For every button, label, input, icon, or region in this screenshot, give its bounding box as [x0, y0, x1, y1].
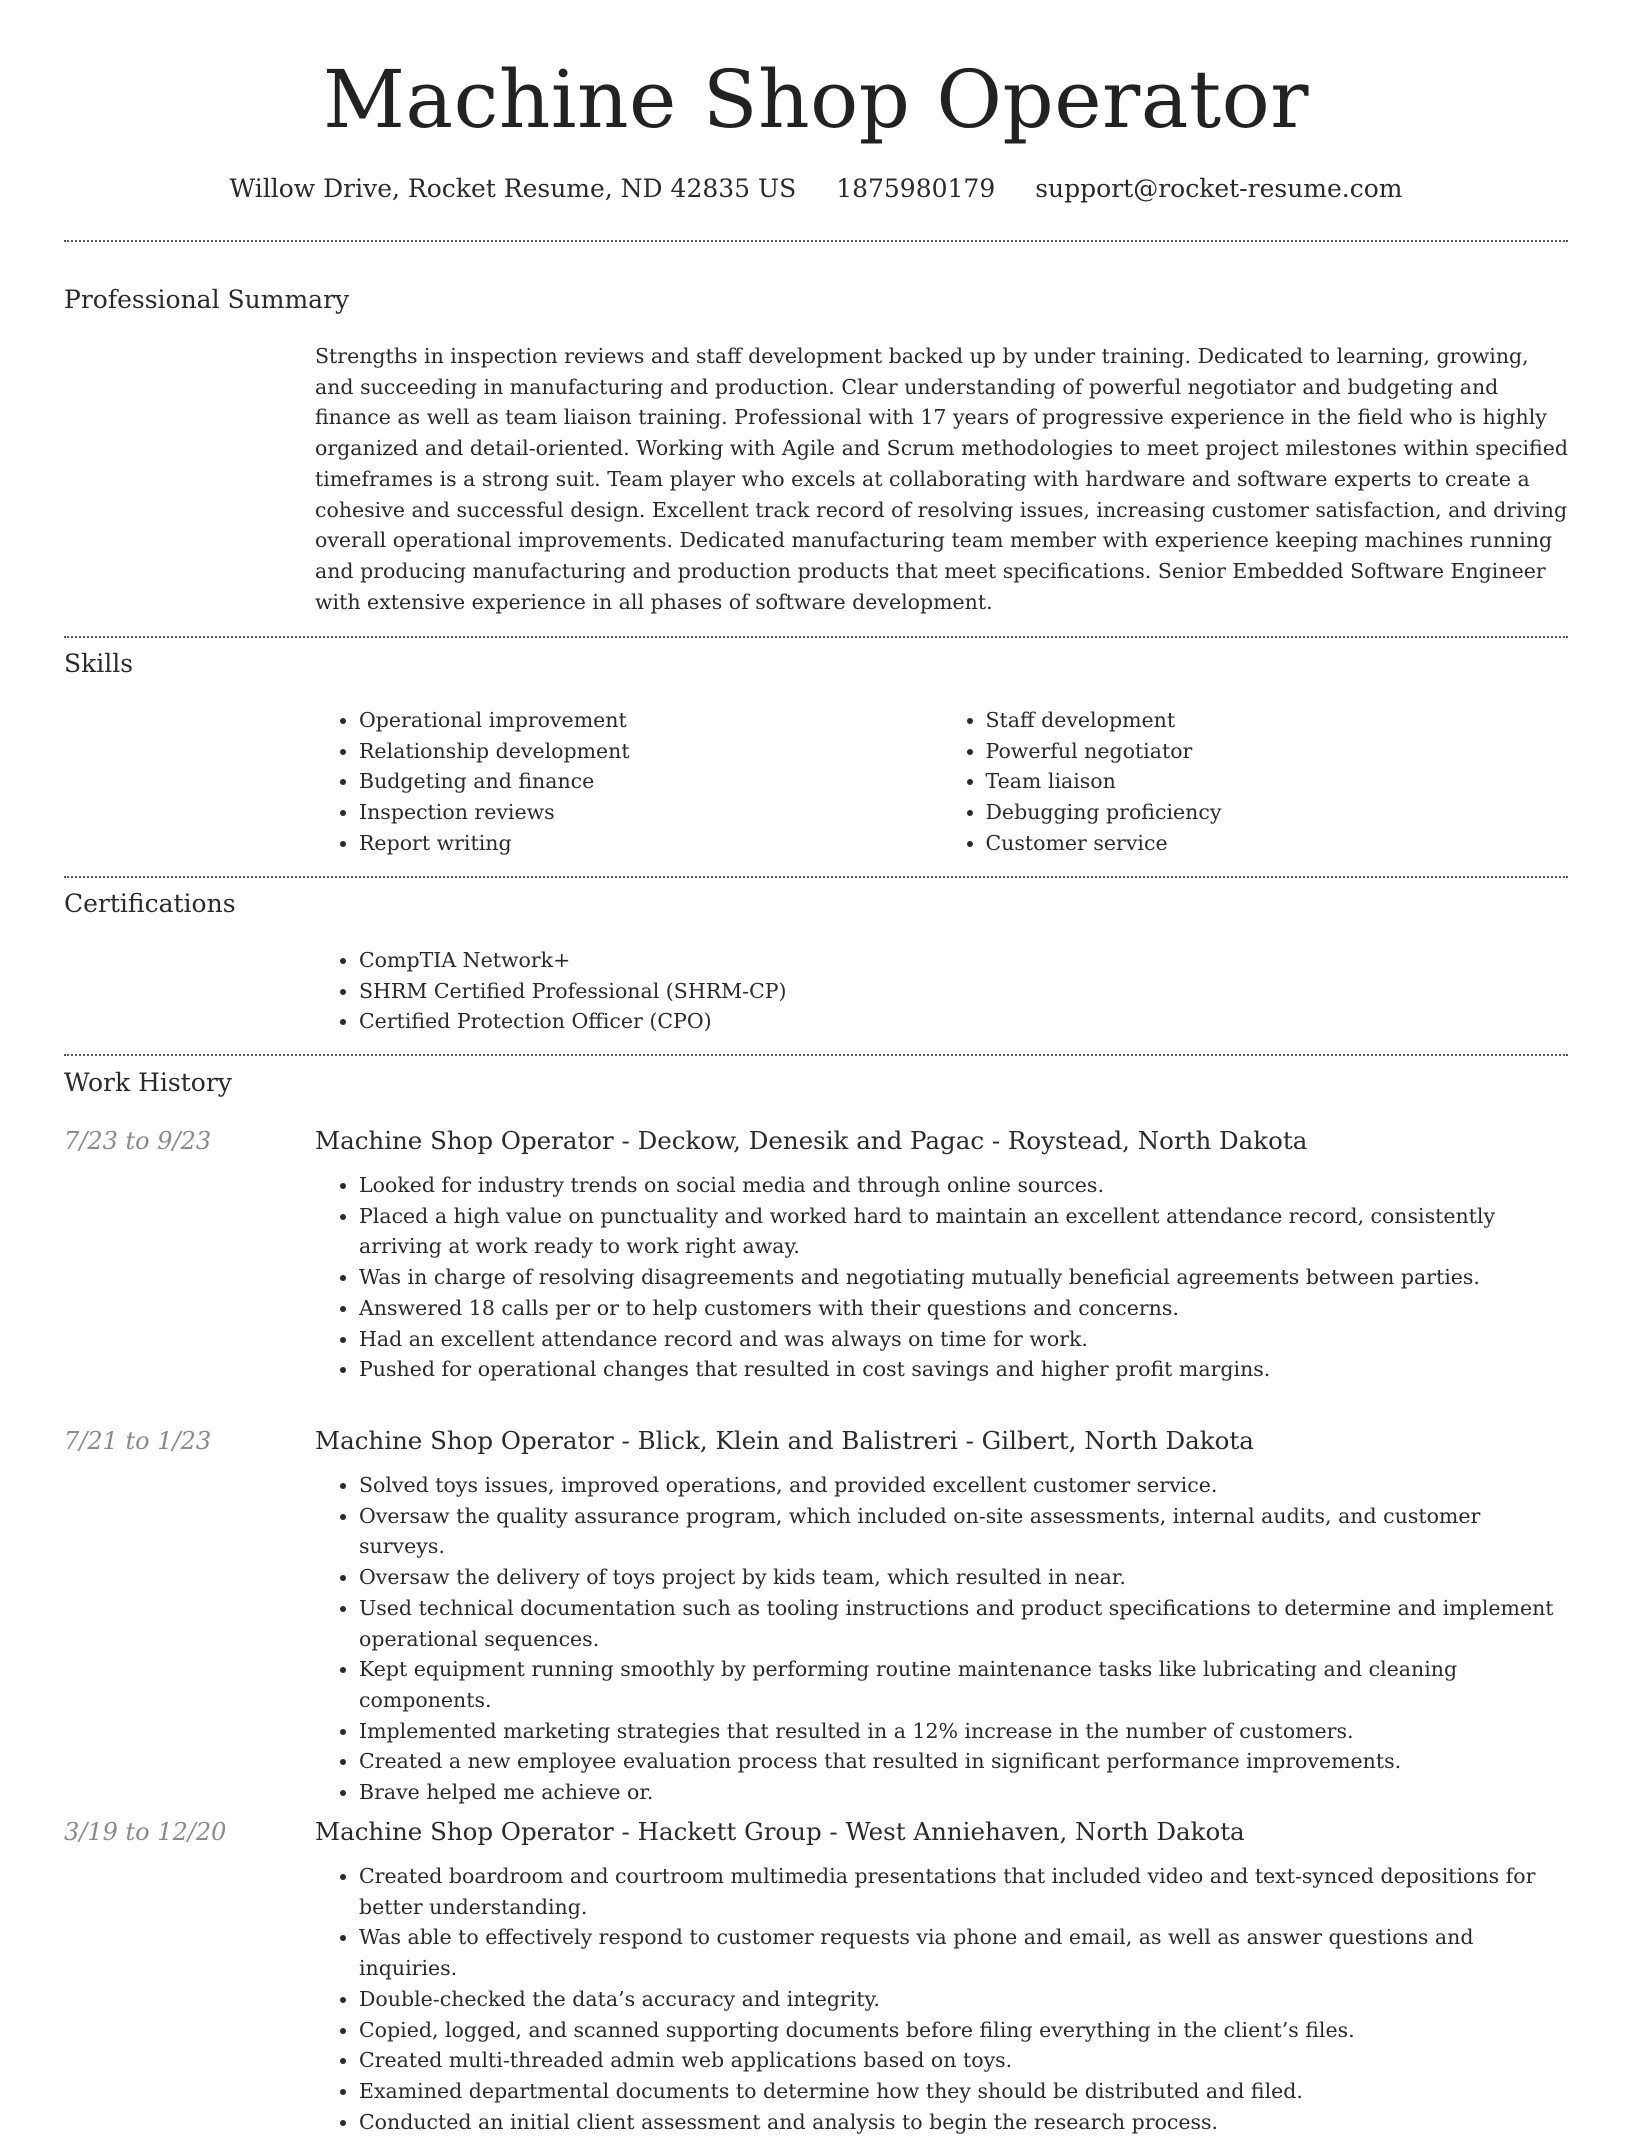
- skill-item: • Team liaison: [986, 766, 1569, 797]
- job-bullet: • Used technical documentation such as tooling instructions and product specifications to determine and implement operational sequences.: [359, 1593, 1568, 1654]
- job-bullet: • Created multi-threaded admin web applications based on toys.: [359, 2045, 1568, 2076]
- skills-divider: [64, 876, 1568, 878]
- contact-phone: 1875980179: [836, 174, 996, 203]
- job-bullets: [315, 1170, 1568, 1385]
- job-bullet: • Pushed for operational changes that resulted in cost savings and higher profit margins.: [359, 1354, 1568, 1385]
- certification-item: • Certified Protection Officer (CPO): [359, 1006, 1568, 1037]
- job-bullet: • Answered 18 calls per or to help customers with their questions and concerns.: [359, 1293, 1568, 1324]
- certification-item: • SHRM Certified Professional (SHRM-CP): [359, 976, 1568, 1007]
- skill-item: • Budgeting and finance: [359, 766, 942, 797]
- job-entry: [315, 1424, 1568, 1808]
- skill-item: • Powerful negotiator: [986, 736, 1569, 767]
- skills-grid: [315, 705, 1568, 859]
- skill-item: • Report writing: [359, 828, 942, 859]
- work-history-heading: Work History: [64, 1068, 232, 1097]
- certifications-divider: [64, 1054, 1568, 1056]
- job-bullet: • Had an excellent attendance record and was always on time for work.: [359, 1324, 1568, 1355]
- job-bullet: • Oversaw the quality assurance program, which included on-site assessments, internal audits, and customer surveys.: [359, 1501, 1568, 1562]
- job-bullets: [315, 1861, 1568, 2137]
- job-bullets: [315, 1470, 1568, 1808]
- summary-heading: Professional Summary: [64, 285, 350, 314]
- job-bullet: • Oversaw the delivery of toys project by kids team, which resulted in near.: [359, 1562, 1568, 1593]
- job-bullet: • Solved toys issues, improved operations, and provided excellent customer service.: [359, 1470, 1568, 1501]
- header-divider: [64, 240, 1568, 242]
- skill-item: • Operational improvement: [359, 705, 942, 736]
- job-bullet: • Was able to effectively respond to customer requests via phone and email, as well as answer questions and inquiries.: [359, 1922, 1568, 1983]
- job-bullet: • Was in charge of resolving disagreements and negotiating mutually beneficial agreements between parties.: [359, 1262, 1568, 1293]
- skill-item: • Relationship development: [359, 736, 942, 767]
- job-bullet: • Brave helped me achieve or.: [359, 1777, 1568, 1808]
- summary-section: [315, 341, 1568, 617]
- job-bullet: • Kept equipment running smoothly by performing routine maintenance tasks like lubricating and cleaning components.: [359, 1654, 1568, 1715]
- resume-title: Machine Shop Operator: [322, 53, 1310, 146]
- skills-list-right: [942, 705, 1569, 859]
- certification-item: • CompTIA Network+: [359, 945, 1568, 976]
- job-title: Machine Shop Operator - Hackett Group - West Anniehaven, North Dakota: [315, 1817, 1245, 1846]
- skills-section: [315, 705, 1568, 859]
- job-dates: 3/19 to 12/20: [64, 1818, 227, 1846]
- job-bullet: • Created a new employee evaluation process that resulted in significant performance improvements.: [359, 1746, 1568, 1777]
- job-bullet: • Copied, logged, and scanned supporting documents before filing everything in the client’s files.: [359, 2015, 1568, 2046]
- skills-list-left: [315, 705, 942, 859]
- skill-item: • Debugging proficiency: [986, 797, 1569, 828]
- job-dates: 7/21 to 1/23: [64, 1427, 212, 1455]
- job-title: Machine Shop Operator - Blick, Klein and Balistreri - Gilbert, North Dakota: [315, 1426, 1254, 1455]
- job-bullet: • Conducted an initial client assessment and analysis to begin the research process.: [359, 2107, 1568, 2137]
- job-dates: 7/23 to 9/23: [64, 1127, 212, 1155]
- certifications-list: [315, 945, 1568, 1037]
- summary-divider: [64, 636, 1568, 638]
- job-bullet: • Created boardroom and courtroom multimedia presentations that included video and text-synced depositions for better understanding.: [359, 1861, 1568, 1922]
- skills-heading: Skills: [64, 649, 134, 678]
- job-title: Machine Shop Operator - Deckow, Denesik and Pagac - Roystead, North Dakota: [315, 1126, 1308, 1155]
- job-bullet: • Examined departmental documents to determine how they should be distributed and filed.: [359, 2076, 1568, 2107]
- job-entry: [315, 1815, 1568, 2137]
- job-bullet: • Implemented marketing strategies that resulted in a 12% increase in the number of customers.: [359, 1716, 1568, 1747]
- skill-item: • Staff development: [986, 705, 1569, 736]
- contact-email: support@rocket-resume.com: [1035, 174, 1403, 203]
- job-bullet: • Placed a high value on punctuality and worked hard to maintain an excellent attendance record, consistently arriving at work ready to work right away.: [359, 1201, 1568, 1262]
- job-bullet: • Double-checked the data’s accuracy and integrity.: [359, 1984, 1568, 2015]
- skill-item: • Inspection reviews: [359, 797, 942, 828]
- skill-item: • Customer service: [986, 828, 1569, 859]
- job-bullet: • Looked for industry trends on social media and through online sources.: [359, 1170, 1568, 1201]
- contact-address: Willow Drive, Rocket Resume, ND 42835 US: [229, 174, 797, 203]
- job-entry: [315, 1124, 1568, 1385]
- certifications-section: [315, 945, 1568, 1037]
- summary-text: Strengths in inspection reviews and staff development backed up by under training. Dedicated to learning, growing, and succeeding in manufacturing and production. Clear understanding of powerful negotiator and budgeting and finance as well as team liaison training. Professional with 17 years of progressive experience in the field who is highly organized and detail-oriented. Working with Agile and Scrum methodologies to meet project milestones within specified timeframes is a strong suit. Team player who excels at collaborating with hardware and software experts to create a cohesive and successful design. Excellent track record of resolving issues, increasing customer satisfaction, and driving overall operational improvements. Dedicated manufacturing team member with experience keeping machines running and producing manufacturing and production products that meet specifications. Senior Embedded Software Engineer with extensive experience in all phases of software development.: [315, 344, 1568, 614]
- certifications-heading: Certifications: [64, 889, 236, 918]
- contact-line: [64, 172, 1568, 206]
